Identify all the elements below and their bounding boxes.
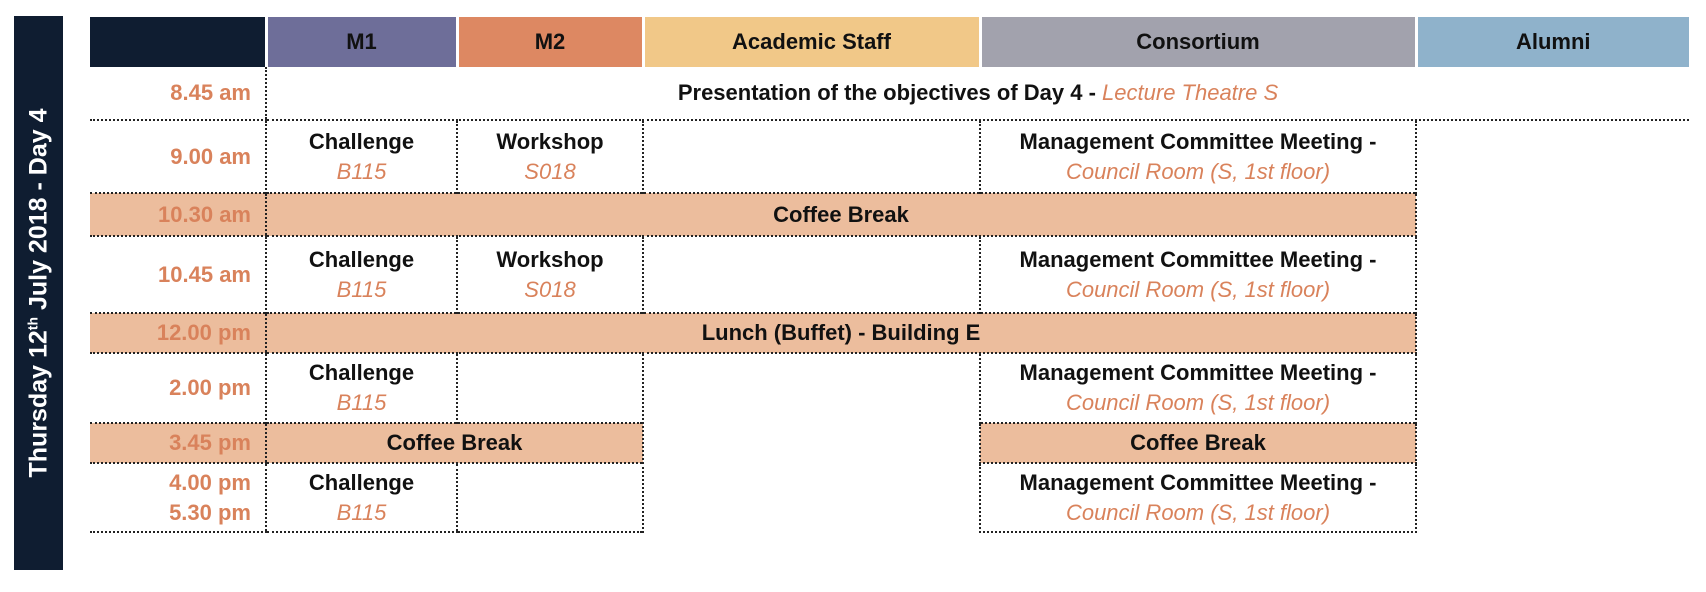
column-header-consortium: Consortium xyxy=(980,17,1416,67)
presentation-location: Lecture Theatre S xyxy=(1102,80,1279,105)
coffee-break: Coffee Break xyxy=(266,193,1416,236)
m1-session xyxy=(266,463,457,532)
session-location: B115 xyxy=(336,276,387,302)
time-label: 10.45 am xyxy=(158,261,251,287)
consortium-session xyxy=(980,236,1416,313)
session-location: Council Room (S, 1st floor) xyxy=(1065,390,1331,415)
session-location: Council Room (S, 1st floor) xyxy=(1065,276,1331,302)
m2-session xyxy=(457,236,643,313)
session-title: Challenge xyxy=(308,469,415,495)
academic-staff-empty xyxy=(643,353,980,532)
session-location: B115 xyxy=(336,390,387,415)
m2-session xyxy=(457,120,643,193)
header-row xyxy=(90,17,1689,67)
session-title: Management Committee Meeting - xyxy=(1019,246,1377,272)
academic-staff-empty xyxy=(643,236,980,313)
session-location: Council Room (S, 1st floor) xyxy=(1065,158,1331,184)
session-location: S018 xyxy=(524,276,576,302)
time-range xyxy=(90,463,266,532)
m2-empty xyxy=(457,463,643,532)
time-label: 8.45 am xyxy=(90,67,266,120)
presentation-cell xyxy=(266,67,1689,120)
session-location: B115 xyxy=(336,499,387,525)
session-location: Council Room (S, 1st floor) xyxy=(1065,499,1331,525)
session-title: Management Committee Meeting - xyxy=(1019,469,1377,495)
consortium-session xyxy=(980,120,1416,193)
time-label: 3.45 pm xyxy=(90,423,266,463)
column-header-m2: M2 xyxy=(457,17,643,67)
schedule-row xyxy=(90,67,1689,120)
consortium-session xyxy=(980,463,1416,532)
column-header-academic-staff: Academic Staff xyxy=(643,17,980,67)
alumni-empty xyxy=(1416,120,1689,532)
session-title: Management Committee Meeting - xyxy=(1019,360,1377,385)
m1-session xyxy=(266,120,457,193)
day-title: Thursday 12th July 2018 - Day 4 xyxy=(24,108,52,478)
time-end: 5.30 pm xyxy=(169,499,251,525)
m2-empty xyxy=(457,353,643,423)
session-title: Workshop xyxy=(496,246,604,272)
lunch-break: Lunch (Buffet) - Building E xyxy=(266,313,1416,353)
session-title: Management Committee Meeting - xyxy=(1019,128,1377,154)
session-title: Challenge xyxy=(308,128,415,154)
session-title: Challenge xyxy=(308,360,415,385)
session-location: B115 xyxy=(336,158,387,184)
m1-session xyxy=(266,236,457,313)
m1-session xyxy=(266,353,457,423)
time-label: 12.00 pm xyxy=(90,313,266,353)
session-title: Workshop xyxy=(496,128,604,154)
column-header-alumni: Alumni xyxy=(1416,17,1689,67)
presentation-text: Presentation of the objectives of Day 4 - xyxy=(677,80,1103,105)
schedule-row xyxy=(90,120,1689,193)
time-label: 2.00 pm xyxy=(169,375,251,400)
day-sidebar xyxy=(14,16,63,570)
academic-staff-empty xyxy=(643,120,980,193)
column-header-m1: M1 xyxy=(266,17,457,67)
session-title: Challenge xyxy=(308,246,415,272)
time-label: 9.00 am xyxy=(170,143,251,169)
time-start: 4.00 pm xyxy=(169,469,251,495)
coffee-break: Coffee Break xyxy=(980,423,1416,463)
schedule-table xyxy=(90,17,1689,533)
header-corner xyxy=(90,17,266,67)
consortium-session xyxy=(980,353,1416,423)
session-location: S018 xyxy=(524,158,576,184)
time-label: 10.30 am xyxy=(90,193,266,236)
coffee-break: Coffee Break xyxy=(266,423,643,463)
